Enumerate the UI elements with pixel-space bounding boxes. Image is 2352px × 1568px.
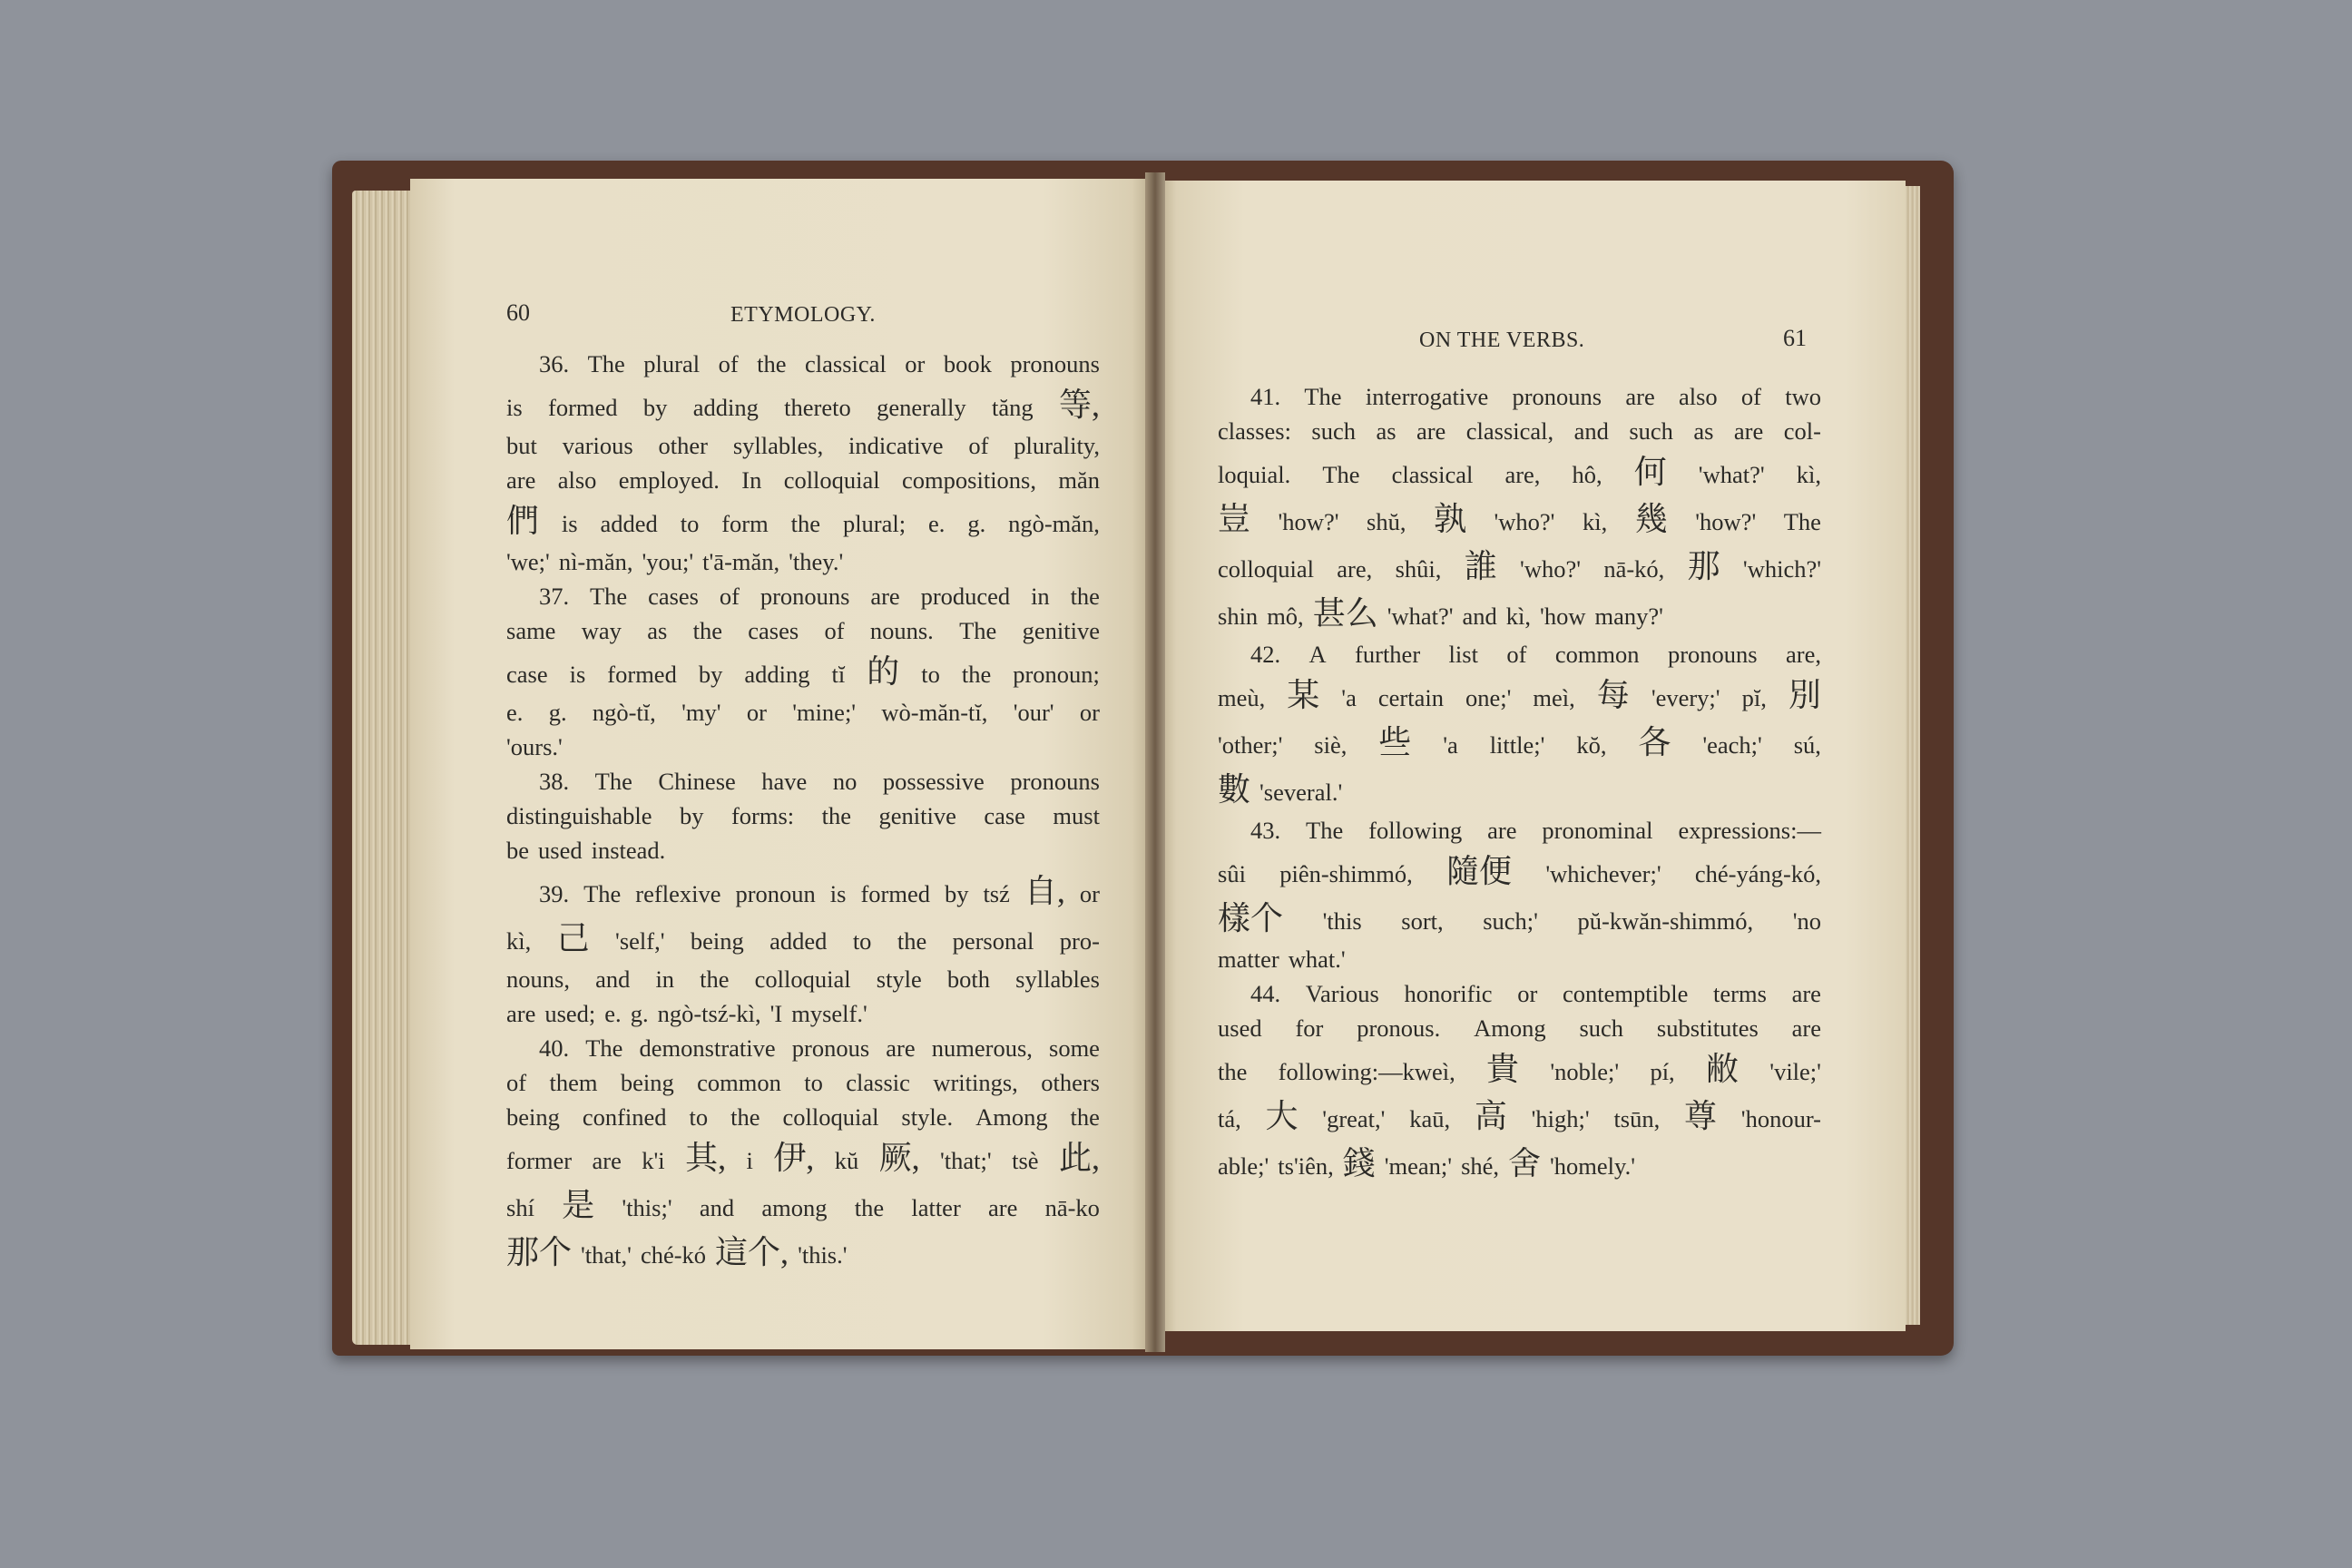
right-running-head: ON THE VERBS.: [1419, 328, 1585, 352]
left-page-text-line: but various other syllables, indicative of plurality,: [506, 432, 1100, 459]
right-page-text-line: tá, 大 'great,' kaū, 高 'high;' tsūn, 尊 'honour-: [1218, 1098, 1821, 1134]
left-page-text-line: shí 是 'this;' and among the latter are nā-ko: [506, 1187, 1100, 1223]
left-page-text-line: are used; e. g. ngò-tsź-kì, 'I myself.': [506, 1000, 867, 1027]
left-page-text-line: 40. The demonstrative pronous are numerous, some: [539, 1034, 1100, 1062]
right-page-text-line: 43. The following are pronominal expressions:—: [1250, 817, 1821, 844]
left-page-text-line: 那个 'that,' ché-kó 這个, 'this.': [506, 1234, 848, 1270]
right-page-text-line: shin mô, 甚么 'what?' and kì, 'how many?': [1218, 595, 1663, 632]
right-page-text-line: 41. The interrogative pronouns are also of two: [1250, 383, 1821, 410]
left-page-text-line: former are k'i 其, i 伊, kŭ 厥, 'that;' tsè 此,: [506, 1140, 1100, 1176]
right-page-text-line: 樣个 'this sort, such;' pŭ-kwăn-shimmó, 'no: [1218, 900, 1821, 936]
right-page-text-line: classes: such as are classical, and such as are col-: [1218, 417, 1821, 445]
left-page-text-line: same way as the cases of nouns. The genitive: [506, 617, 1100, 644]
right-page-text-line: matter what.': [1218, 946, 1346, 973]
left-page-text-line: 們 is added to form the plural; e. g. ngò-măn,: [506, 503, 1100, 539]
right-page-text-line: used for pronous. Among such substitutes are: [1218, 1014, 1821, 1042]
right-page-text-line: 42. A further list of common pronouns are,: [1250, 641, 1821, 668]
left-page-text-line: 36. The plural of the classical or book pronouns: [539, 350, 1100, 377]
left-page-text-line: 'we;' nì-măn, 'you;' t'ā-măn, 'they.': [506, 548, 844, 575]
left-running-head: ETYMOLOGY.: [730, 303, 876, 327]
left-page-text-line: being confined to the colloquial style. Among the: [506, 1103, 1100, 1131]
left-page-text-line: e. g. ngò-tĭ, 'my' or 'mine;' wò-măn-tĭ, 'our' or: [506, 699, 1100, 726]
book-gutter: [1145, 172, 1165, 1352]
left-page-text-line: of them being common to classic writings, others: [506, 1069, 1100, 1096]
right-page-text-line: colloquial are, shûi, 誰 'who?' nā-kó, 那 'which?': [1218, 548, 1821, 584]
right-page-number: 61: [1783, 325, 1807, 351]
right-page-text: [1218, 379, 1821, 1187]
left-page-text-line: distinguishable by forms: the genitive case must: [506, 802, 1100, 829]
left-page-text-line: be used instead.: [506, 837, 666, 864]
left-page-text-line: 38. The Chinese have no possessive pronouns: [539, 768, 1100, 795]
left-page-text: [506, 347, 1100, 1276]
left-page-number: 60: [506, 299, 530, 326]
right-page-text-line: loquial. The classical are, hô, 何 'what?' kì,: [1218, 454, 1821, 490]
right-page-text-line: 豈 'how?' shŭ, 孰 'who?' kì, 幾 'how?' The: [1218, 501, 1821, 537]
right-page-text-line: able;' ts'iên, 錢 'mean;' shé, 舍 'homely.': [1218, 1145, 1635, 1181]
left-page-text-line: 39. The reflexive pronoun is formed by tsź 自, or: [539, 873, 1100, 909]
right-page-text-line: 'other;' siè, 些 'a little;' kŏ, 各 'each;' sú,: [1218, 724, 1821, 760]
right-page-text-line: the following:—kweì, 貴 'noble;' pí, 敝 'vile;': [1218, 1051, 1821, 1087]
left-page-text-line: are also employed. In colloquial compositions, măn: [506, 466, 1100, 494]
left-page-text-line: case is formed by adding tĭ 的 to the pronoun;: [506, 653, 1100, 690]
right-page-text-line: 數 'several.': [1218, 771, 1343, 808]
left-page-text-line: kì, 己 'self,' being added to the personal pro-: [506, 920, 1100, 956]
right-page-text-line: sûi piên-shimmó, 隨便 'whichever;' ché-yáng-kó,: [1218, 853, 1821, 889]
left-page-text-line: 37. The cases of pronouns are produced in the: [539, 583, 1100, 610]
left-page-text-line: nouns, and in the colloquial style both syllables: [506, 965, 1100, 993]
left-page-text-line: is formed by adding thereto generally tăng 等,: [506, 387, 1100, 423]
right-page-text-line: 44. Various honorific or contemptible terms are: [1250, 980, 1821, 1007]
left-page-text-line: 'ours.': [506, 733, 563, 760]
right-page-text-line: meù, 某 'a certain one;' meì, 每 'every;' pĭ, 別: [1218, 677, 1821, 713]
